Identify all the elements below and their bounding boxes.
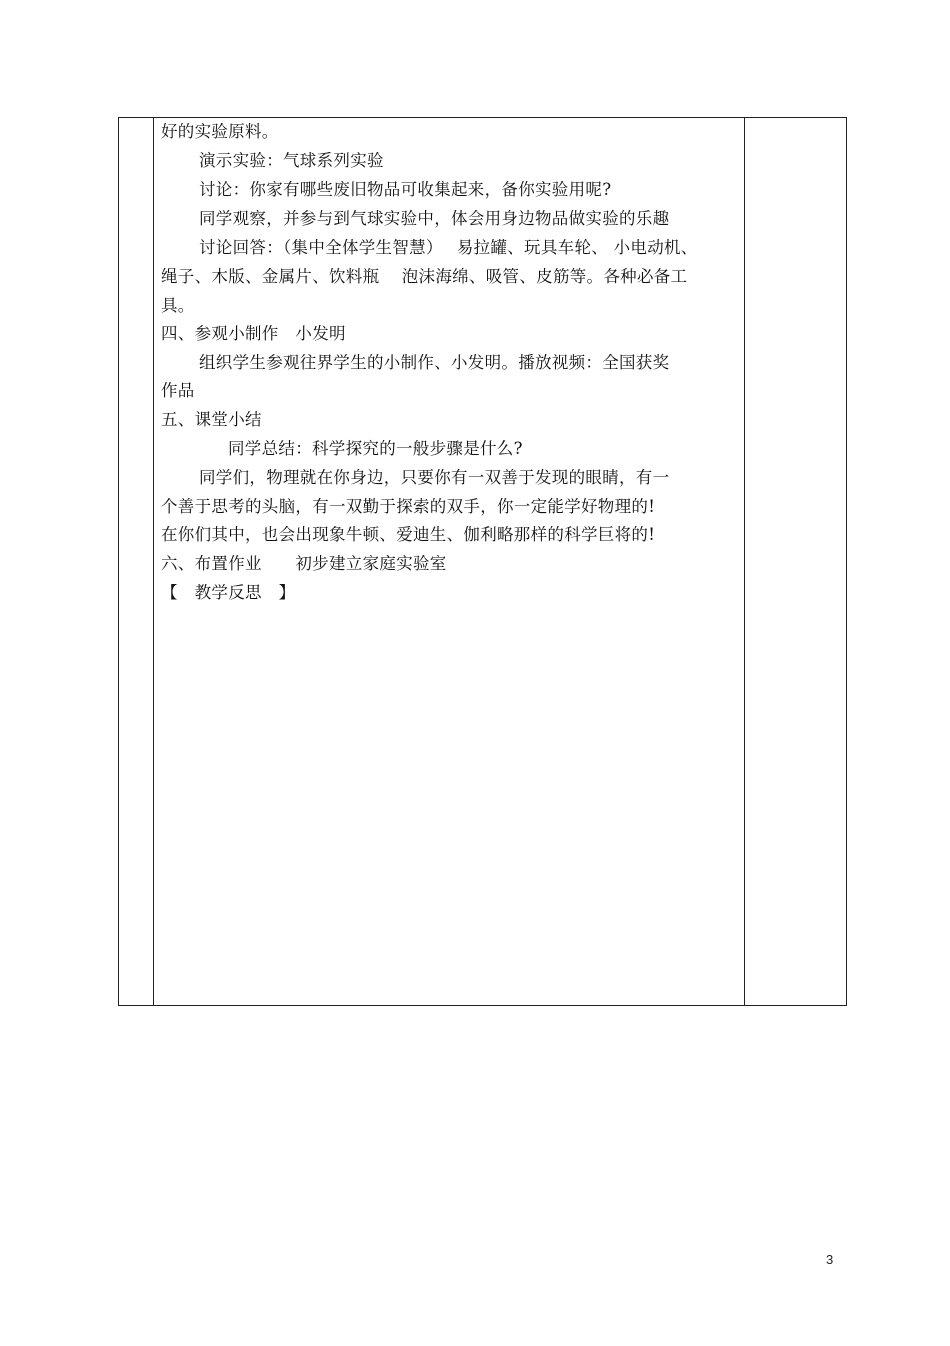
- page-number: 3: [826, 1252, 834, 1267]
- text-line: 同学观察，并参与到气球实验中，体会用身边物品做实验的乐趣: [199, 209, 670, 228]
- section-heading: 五、课堂小结: [161, 410, 262, 429]
- text-line: 个善于思考的头脑，有一双勤于探索的双手，你一定能学好物理的!: [161, 497, 656, 516]
- left-column-divider: [153, 118, 154, 1005]
- text-line: 组织学生参观往界学生的小制作、小发明。播放视频：全国获奖: [199, 353, 670, 372]
- text-line: 同学总结：科学探究的一般步骤是什么?: [228, 439, 523, 458]
- text-line: 在你们其中，也会出现象牛顿、爱迪生、伽利略那样的科学巨将的!: [161, 525, 656, 544]
- text-line: 演示实验：气球系列实验: [199, 151, 384, 170]
- reflection-heading: 【 教学反思 】: [161, 583, 296, 602]
- text-line: 好的实验原料。: [161, 122, 279, 141]
- text-line: 具。: [161, 296, 195, 315]
- section-heading: 六、布置作业 初步建立家庭实验室: [161, 554, 447, 573]
- right-column-divider: [744, 118, 745, 1005]
- text-line: 绳子、木版、金属片、饮料瓶 泡沫海绵、吸管、皮筋等。各种必备工: [161, 267, 688, 286]
- text-line: 同学们，物理就在你身边，只要你有一双善于发现的眼睛，有一: [199, 468, 670, 487]
- text-line: 讨论回答：（集中全体学生智慧） 易拉罐、玩具车轮、 小电动机、: [199, 238, 698, 257]
- section-heading: 四、参观小制作 小发明: [161, 324, 346, 343]
- text-line: 讨论：你家有哪些废旧物品可收集起来，备你实验用呢?: [199, 180, 612, 199]
- text-line: 作品: [161, 381, 195, 400]
